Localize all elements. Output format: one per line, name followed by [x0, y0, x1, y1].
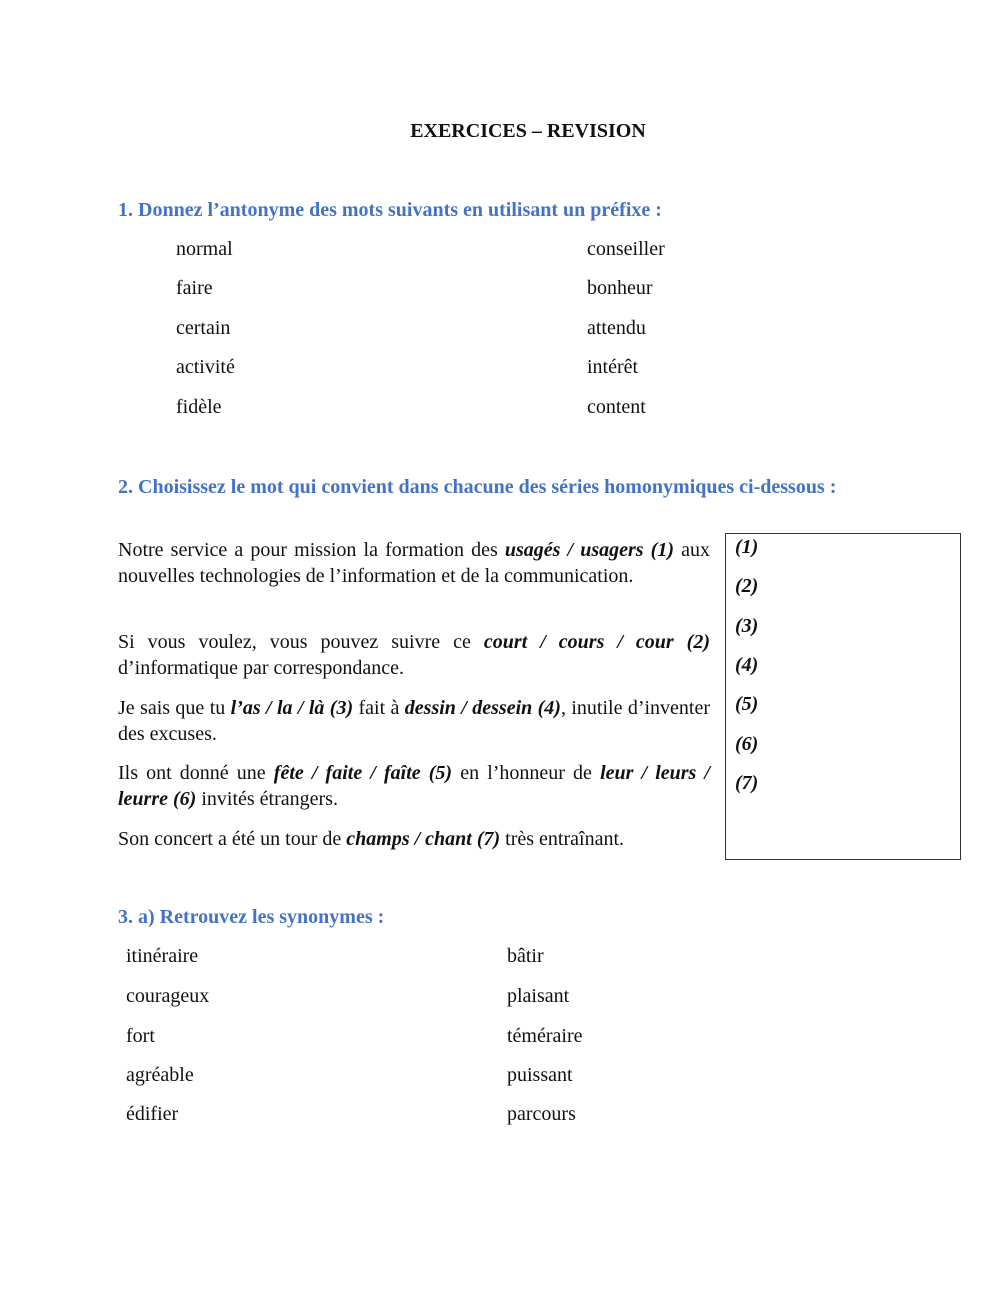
sentence-text: d’informatique par correspondance.	[118, 657, 404, 679]
answer-label: (3)	[735, 615, 759, 637]
answer-label: (1)	[735, 536, 759, 558]
homonym-choice: fête / faite / faîte (5)	[273, 762, 453, 784]
exercise-2-heading: 2. Choisissez le mot qui convient dans chacune des séries homonymiques ci-dessous :	[118, 476, 837, 498]
ex1-word: faire	[176, 277, 213, 299]
sentence-2	[118, 629, 710, 681]
ex1-word: fidèle	[176, 396, 222, 418]
ex3-word: itinéraire	[126, 945, 199, 967]
homonym-choice: usagés / usagers (1)	[504, 539, 674, 561]
ex1-word: bonheur	[587, 277, 653, 299]
ex1-word: certain	[176, 317, 231, 339]
ex3-word: édifier	[126, 1103, 179, 1125]
sentence-text: invités étrangers.	[196, 788, 338, 810]
page-title: EXERCICES – REVISION	[410, 120, 646, 142]
sentence-5	[118, 826, 710, 852]
sentence-text: fait à	[353, 697, 405, 719]
exercise-3-heading: 3. a) Retrouvez les synonymes :	[118, 906, 385, 928]
ex3-word: parcours	[507, 1103, 576, 1125]
sentence-3	[118, 695, 710, 747]
homonym-choice: l’as / la / là (3)	[230, 697, 354, 719]
answer-label: (5)	[735, 693, 759, 715]
exercise-1-heading: 1. Donnez l’antonyme des mots suivants en utilisant un préfixe :	[118, 199, 662, 221]
homonym-choice: court / cours / cour (2)	[483, 631, 710, 653]
answer-label: (7)	[735, 772, 759, 794]
ex3-word: téméraire	[507, 1025, 583, 1047]
ex1-word: normal	[176, 238, 233, 260]
sentence-text: en l’honneur de	[452, 762, 601, 784]
answer-label: (4)	[735, 654, 759, 676]
sentence-1	[118, 537, 710, 589]
homonym-choice: dessin / dessein (4)	[404, 697, 561, 719]
ex1-word: content	[587, 396, 646, 418]
ex3-word: puissant	[507, 1064, 573, 1086]
sentence-text: Notre service a pour mission la formation des	[118, 539, 505, 561]
sentence-text: Son concert a été un tour de	[118, 828, 347, 850]
ex1-word: attendu	[587, 317, 646, 339]
sentence-4	[118, 760, 710, 812]
sentence-text: , inutile d’inventer des excuses.	[118, 697, 711, 745]
ex3-word: bâtir	[507, 945, 544, 967]
ex3-word: fort	[126, 1025, 155, 1047]
ex1-word: intérêt	[587, 356, 639, 378]
sentence-text: Si vous voulez, vous pouvez suivre ce	[118, 631, 484, 653]
sentence-text: aux nouvelles technologies de l’information et de la communication.	[118, 539, 710, 587]
ex1-word: activité	[176, 356, 235, 378]
ex3-word: courageux	[126, 985, 210, 1007]
answer-label: (6)	[735, 733, 759, 755]
answer-box	[725, 533, 961, 860]
ex3-word: plaisant	[507, 985, 570, 1007]
sentence-text: Je sais que tu	[118, 697, 231, 719]
ex1-word: conseiller	[587, 238, 665, 260]
homonym-choice: champs / chant (7)	[346, 828, 501, 850]
sentence-text: Ils ont donné une	[118, 762, 274, 784]
ex3-word: agréable	[126, 1064, 194, 1086]
sentence-text: très entraînant.	[500, 828, 625, 850]
homonym-choice: leur / leurs / leurre (6)	[118, 762, 710, 810]
answer-label: (2)	[735, 575, 759, 597]
